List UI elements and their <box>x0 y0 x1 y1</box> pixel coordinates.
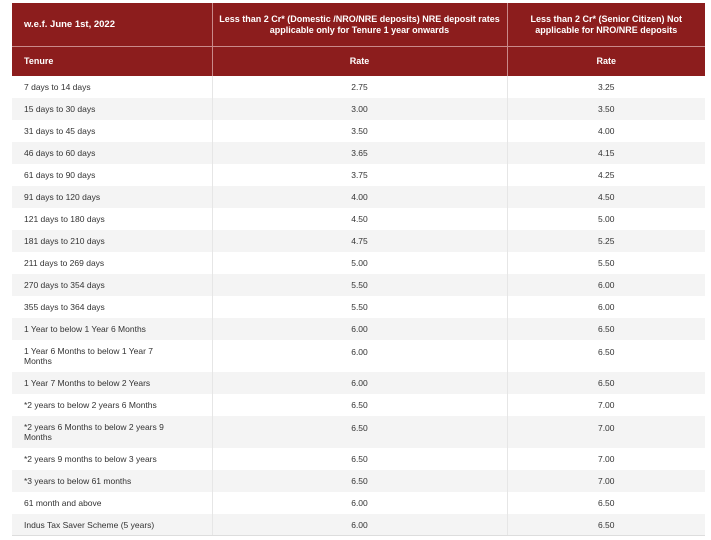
table-row <box>12 274 705 296</box>
header-effective-date: w.e.f. June 1st, 2022 <box>12 3 212 47</box>
senior-rate-cell: 7.00 <box>507 470 705 492</box>
header-senior-rate: Less than 2 Cr* (Senior Citizen) Not applicable for NRO/NRE deposits <box>507 3 705 47</box>
rate-cell: 6.50 <box>212 394 507 416</box>
senior-rate-cell: 7.00 <box>507 448 705 470</box>
tenure-cell: *3 years to below 61 months <box>12 470 212 492</box>
table-row <box>12 252 705 274</box>
table-row <box>12 120 705 142</box>
senior-rate-cell: 6.50 <box>507 514 705 536</box>
senior-rate-cell: 3.50 <box>507 98 705 120</box>
table-row <box>12 470 705 492</box>
senior-rate-cell: 3.25 <box>507 76 705 98</box>
header-domestic-rate: Less than 2 Cr* (Domestic /NRO/NRE deposits) NRE deposit rates applicable only for Tenure 1 year onwards <box>212 3 507 47</box>
subheader-senior-rate: Rate <box>507 47 705 77</box>
rate-cell: 4.75 <box>212 230 507 252</box>
table-row <box>12 296 705 318</box>
senior-rate-cell: 6.50 <box>507 340 705 372</box>
tenure-cell: *2 years 9 months to below 3 years <box>12 448 212 470</box>
rate-cell: 6.00 <box>212 318 507 340</box>
tenure-cell: 46 days to 60 days <box>12 142 212 164</box>
table-row <box>12 98 705 120</box>
rate-cell: 6.00 <box>212 340 507 372</box>
rate-cell: 6.00 <box>212 372 507 394</box>
rate-cell: 6.00 <box>212 514 507 536</box>
senior-rate-cell: 6.50 <box>507 492 705 514</box>
table-row <box>12 186 705 208</box>
tenure-cell: 15 days to 30 days <box>12 98 212 120</box>
rate-cell: 6.00 <box>212 492 507 514</box>
table-row <box>12 448 705 470</box>
senior-rate-cell: 6.00 <box>507 296 705 318</box>
senior-rate-cell: 6.50 <box>507 318 705 340</box>
table-row <box>12 230 705 252</box>
senior-rate-cell: 5.50 <box>507 252 705 274</box>
rate-cell: 5.50 <box>212 274 507 296</box>
tenure-cell: *2 years 6 Months to below 2 years 9 Months <box>12 416 212 448</box>
rate-cell: 6.50 <box>212 470 507 492</box>
tenure-cell: Indus Tax Saver Scheme (5 years) <box>12 514 212 536</box>
rate-cell: 3.65 <box>212 142 507 164</box>
tenure-cell: 270 days to 354 days <box>12 274 212 296</box>
rate-cell: 4.00 <box>212 186 507 208</box>
table-row <box>12 76 705 98</box>
table-row <box>12 208 705 230</box>
tenure-cell: 91 days to 120 days <box>12 186 212 208</box>
table-row <box>12 318 705 340</box>
tenure-cell: 7 days to 14 days <box>12 76 212 98</box>
rate-cell: 5.00 <box>212 252 507 274</box>
table-header-row <box>12 3 705 47</box>
tenure-cell: 1 Year to below 1 Year 6 Months <box>12 318 212 340</box>
tenure-cell: 61 month and above <box>12 492 212 514</box>
tenure-cell: 1 Year 6 Months to below 1 Year 7 Months <box>12 340 212 372</box>
tenure-cell: 355 days to 364 days <box>12 296 212 318</box>
senior-rate-cell: 6.50 <box>507 372 705 394</box>
rate-cell: 6.50 <box>212 416 507 448</box>
subheader-rate: Rate <box>212 47 507 77</box>
tenure-cell: 121 days to 180 days <box>12 208 212 230</box>
senior-rate-cell: 4.50 <box>507 186 705 208</box>
rate-cell: 3.75 <box>212 164 507 186</box>
senior-rate-cell: 4.15 <box>507 142 705 164</box>
tenure-cell: 181 days to 210 days <box>12 230 212 252</box>
table-row <box>12 340 705 372</box>
table-bottom-border <box>12 535 705 536</box>
senior-rate-cell: 4.25 <box>507 164 705 186</box>
table-row <box>12 514 705 536</box>
fd-rate-table <box>12 3 705 536</box>
rate-cell: 2.75 <box>212 76 507 98</box>
tenure-cell: 1 Year 7 Months to below 2 Years <box>12 372 212 394</box>
senior-rate-cell: 7.00 <box>507 416 705 448</box>
fd-rate-table-container <box>12 3 705 536</box>
tenure-cell: 211 days to 269 days <box>12 252 212 274</box>
senior-rate-cell: 4.00 <box>507 120 705 142</box>
table-row <box>12 164 705 186</box>
table-row <box>12 394 705 416</box>
subheader-tenure: Tenure <box>12 47 212 77</box>
rate-cell: 6.50 <box>212 448 507 470</box>
table-row <box>12 142 705 164</box>
senior-rate-cell: 5.25 <box>507 230 705 252</box>
senior-rate-cell: 7.00 <box>507 394 705 416</box>
table-row <box>12 372 705 394</box>
tenure-cell: *2 years to below 2 years 6 Months <box>12 394 212 416</box>
tenure-cell: 61 days to 90 days <box>12 164 212 186</box>
senior-rate-cell: 6.00 <box>507 274 705 296</box>
tenure-cell: 31 days to 45 days <box>12 120 212 142</box>
rate-cell: 3.50 <box>212 120 507 142</box>
table-subheader-row <box>12 47 705 77</box>
rate-cell: 5.50 <box>212 296 507 318</box>
table-row <box>12 492 705 514</box>
table-row <box>12 416 705 448</box>
senior-rate-cell: 5.00 <box>507 208 705 230</box>
rate-cell: 3.00 <box>212 98 507 120</box>
rate-cell: 4.50 <box>212 208 507 230</box>
